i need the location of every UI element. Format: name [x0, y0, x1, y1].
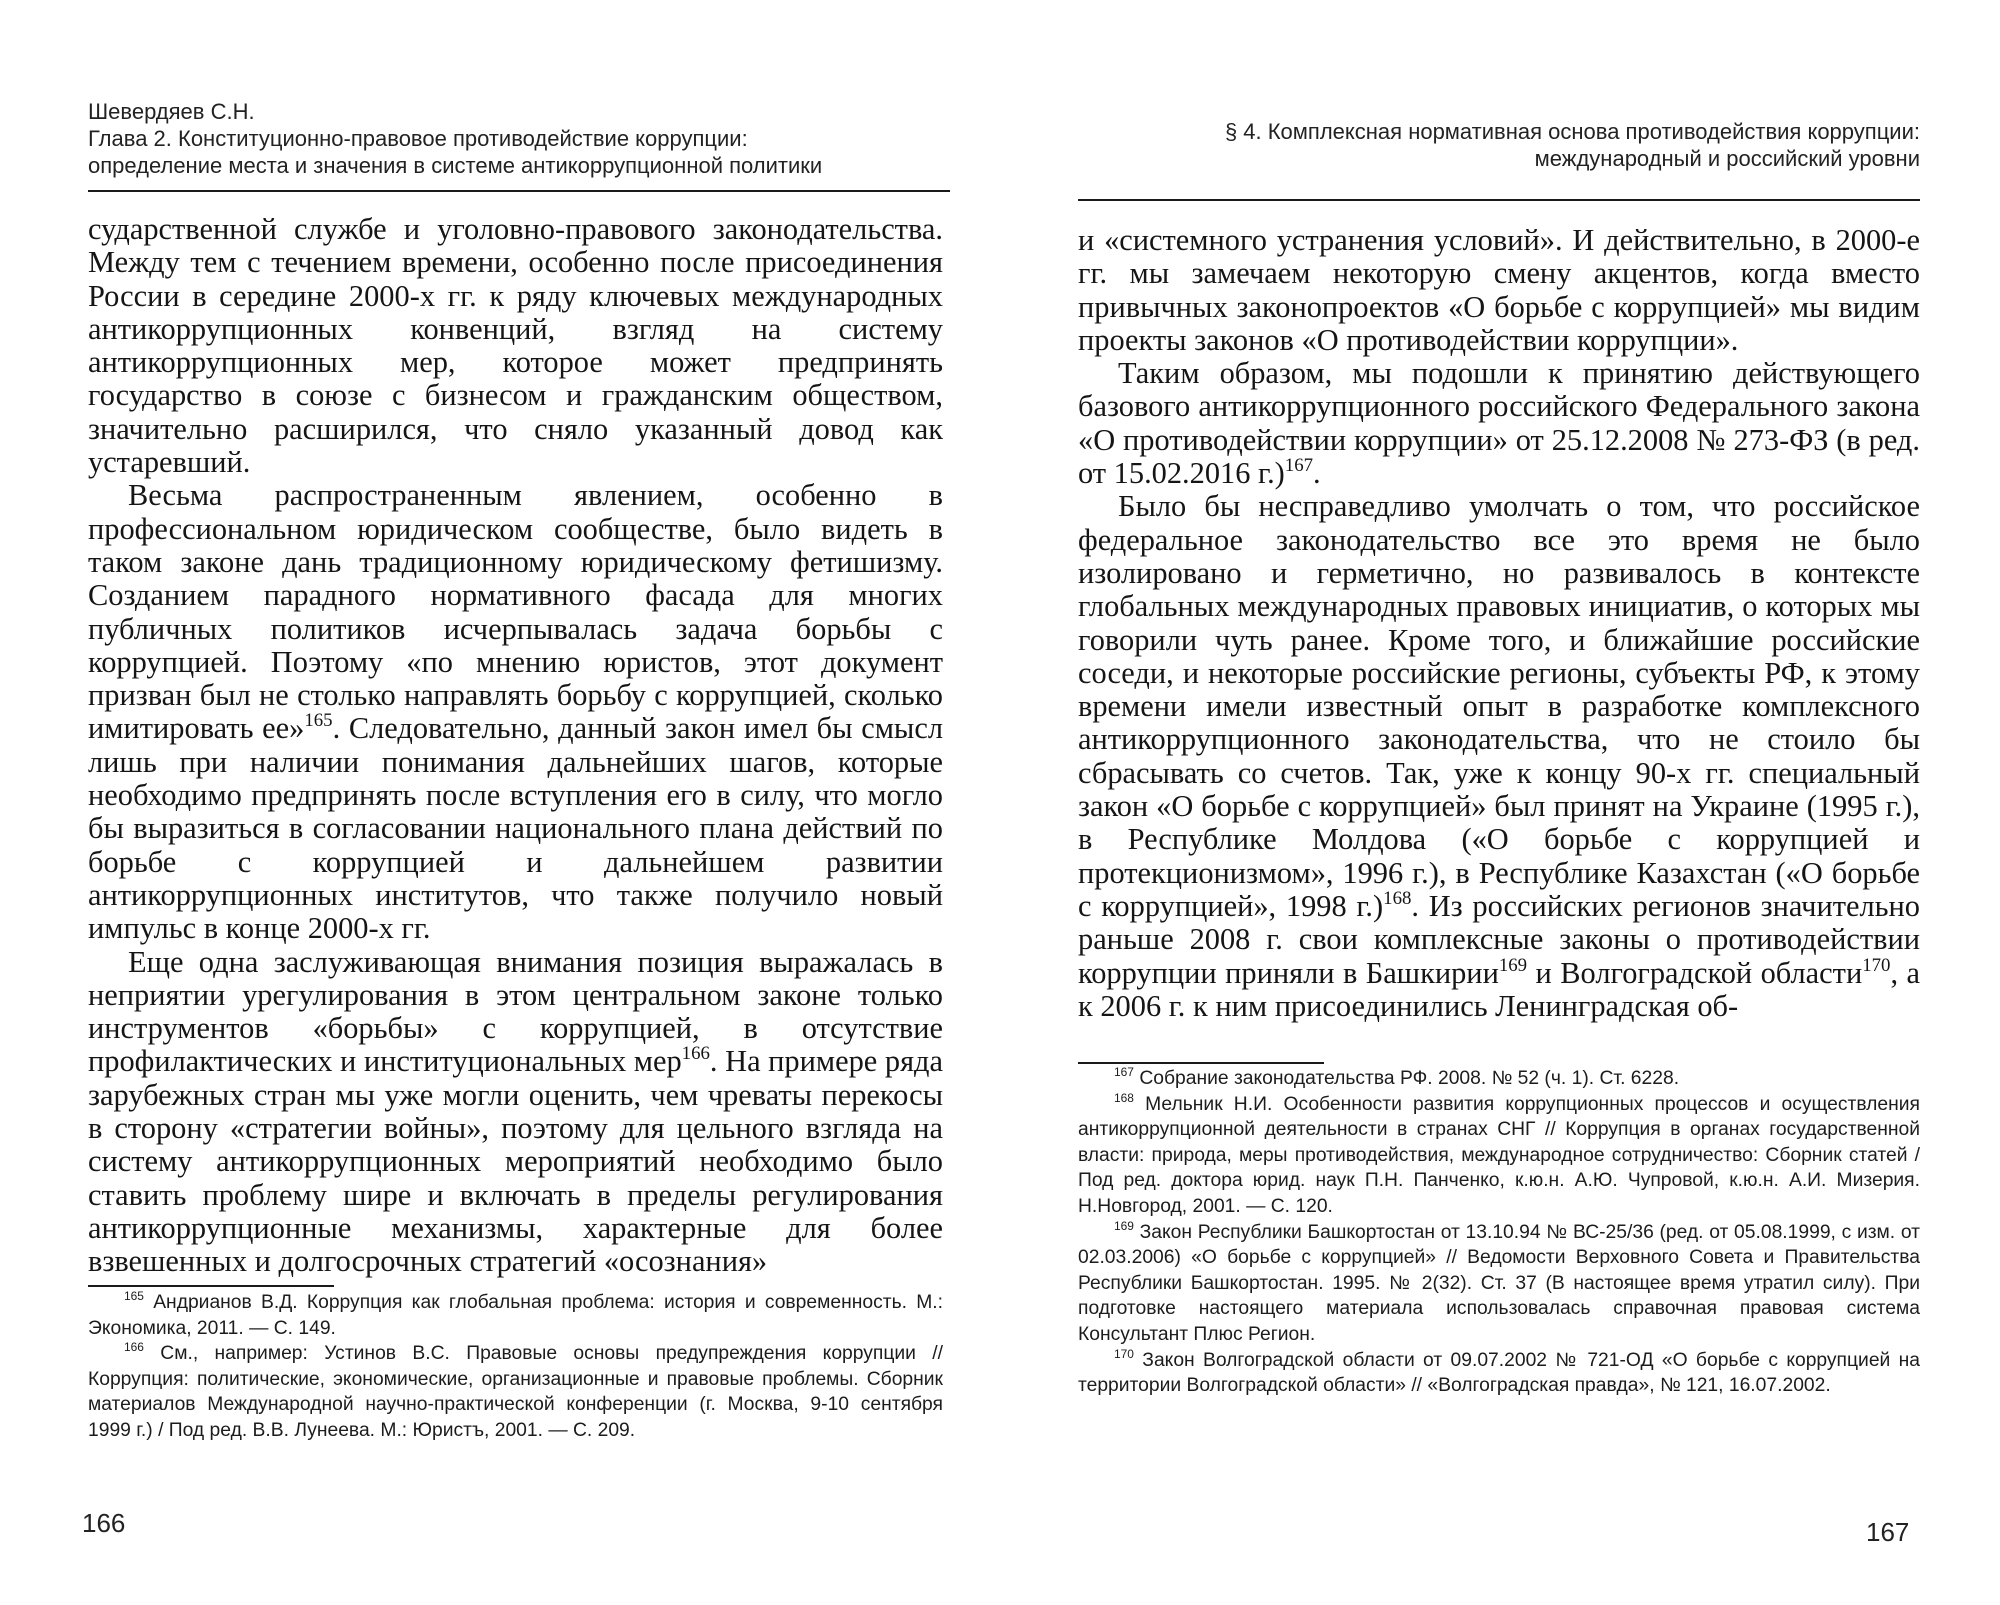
- chapter-line: Глава 2. Конституционно-правовое противодействие коррупции:: [88, 126, 748, 151]
- paragraph: Весьма распространенным явлением, особенно в профессиональном юридическом сообществе, было видеть в таком законе дань традиционному юридическому фетишизму. Созданием парадного нормативного фасада для многих публичных политиков исчерпывалась задача борьбы с коррупцией. Поэтому «по мнению юристов, этот документ призван был не столько направлять борьбу с коррупцией, сколько имитировать ее»$^{165}$. Следовательно, данный закон имел бы смысл лишь при наличии понимания дальнейших шагов, которые необходимо предпринять после вступления его в силу, что могло бы выразиться в согласовании национального плана действий по борьбе с коррупцией и дальнейшем развитии антикоррупционных институтов, что также получило новый импульс в конце 2000-х гг.: [88, 478, 943, 946]
- footnote: $^{166}$ См., например: Устинов В.С. Правовые основы предупреждения коррупции // Коррупция: политические, экономические, организационные и правовые проблемы. Сборник материалов Международной научно-практической конференции (г. Москва, 9-10 сентября 1999 г.) / Под ред. В.В. Лунеева. М.: Юристъ, 2001. — С. 209.: [88, 1340, 944, 1441]
- paragraph: Таким образом, мы подошли к принятию действующего базового антикоррупционного российского Федерального закона «О противодействии коррупции» от 25.12.2008 № 273-ФЗ (в ред. от 15.02.2016 г.)$^{167}$.: [1078, 356, 1920, 491]
- author-line: Шевердяев С.Н.: [88, 99, 255, 124]
- right-page: [1000, 0, 2000, 1605]
- body-text-right: [1078, 224, 1920, 1023]
- page-number-left: 166: [82, 1508, 126, 1538]
- footnote-ref: 167: [1284, 454, 1314, 476]
- running-head-right: [1060, 118, 1920, 172]
- footnote-ref: 166: [681, 1043, 710, 1065]
- footnote-ref: 168: [1383, 887, 1412, 909]
- footnote: $^{168}$ Мельник Н.И. Особенности развития коррупционных процессов и осуществления антикоррупционной деятельности в странах СНГ // Коррупция в органах государственной власти: природа, меры противодействия, международное сотрудничество: Сборник статей / Под ред. доктора юрид. наук П.Н. Панченко, к.ю.н. А.Ю. Чупровой, к.ю.н. А.И. Мизерия. Н.Новгород, 2001. — С. 120.: [1078, 1090, 1920, 1217]
- footnote-ref: 165: [304, 710, 333, 732]
- header-rule-right: [1078, 199, 1920, 201]
- footnote-rule-right: [1078, 1062, 1324, 1064]
- footnote-ref: 169: [1498, 954, 1528, 976]
- section-subtitle-line: международный и российский уровни: [1534, 146, 1920, 171]
- footnote-ref: 170: [1862, 954, 1891, 976]
- footnotes-left: [88, 1290, 943, 1444]
- chapter-subtitle-line: определение места и значения в системе антикоррупционной политики: [88, 153, 823, 178]
- footnote-rule-left: [88, 1285, 334, 1287]
- body-text-left: [88, 213, 943, 1279]
- footnote: $^{165}$ Андрианов В.Д. Коррупция как глобальная проблема: история и современность. М.: Экономика, 2011. — С. 149.: [88, 1289, 944, 1339]
- paragraph: Было бы несправедливо умолчать о том, что российское федеральное законодательство все это время не было изолировано и герметично, но развивалось в контексте глобальных международных правовых инициатив, о которых мы говорили чуть ранее. Кроме того, и ближайшие российские соседи, и некоторые российские регионы, субъекты РФ, к этому времени имели известный опыт в разработке комплексного антикоррупционного законодательства, что не стоило бы сбрасывать со счетов. Так, уже к концу 90-х гг. специальный закон «О борьбе с коррупцией» был принят на Украине (1995 г.), в Республике Молдова («О борьбе с коррупцией и протекционизмом», 1996 г.), в Республике Казахстан («О борьбе с коррупцией», 1998 г.)$^{168}$. Из российских регионов значительно раньше 2008 г. свои комплексные законы о противодействии коррупции приняли в Башкирии$^{169}$ и Волгоградской области$^{170}$, а к 2006 г. к ним присоединились Ленинградская об-: [1078, 489, 1921, 1023]
- footnote: $^{169}$ Закон Республики Башкортостан от 13.10.94 № ВС-25/36 (ред. от 05.08.1999, с изм. от 02.03.2006) «О борьбе с коррупцией» // Ведомости Верховного Совета и Правительства Республики Башкортостан. 1995. № 2(32). Ст. 37 (В настоящее время утратил силу). При подготовке настоящего материала использовалась справочная правовая система Консультант Плюс Регион.: [1078, 1218, 1920, 1345]
- footnotes-right: [1078, 1066, 1920, 1399]
- paragraph: и «системного устранения условий». И действительно, в 2000-е гг. мы замечаем некоторую смену акцентов, когда вместо привычных законопроектов «О борьбе с коррупцией» мы видим проекты законов «О противодействии коррупции».: [1078, 223, 1920, 357]
- running-head-left: [88, 98, 958, 179]
- header-rule-left: [88, 190, 950, 192]
- page-number-right: 167: [1866, 1517, 1910, 1547]
- footnote: $^{170}$ Закон Волгоградской области от 09.07.2002 № 721-ОД «О борьбе с коррупцией на территории Волгоградской области» // «Волгоградская правда», № 121, 16.07.2002.: [1078, 1346, 1921, 1397]
- paragraph: сударственной службе и уголовно-правового законодательства. Между тем с течением времени, особенно после присоединения России в середине 2000-х гг. к ряду ключевых международных антикоррупционных конвенций, взгляд на систему антикоррупционных мер, которое может предпринять государство в союзе с бизнесом и гражданским обществом, значительно расширился, что сняло указанный довод как устаревший.: [88, 212, 943, 480]
- footnote: $^{167}$ Собрание законодательства РФ. 2008. № 52 (ч. 1). Ст. 6228.: [1114, 1065, 1680, 1089]
- paragraph: Еще одна заслуживающая внимания позиция выражалась в неприятии урегулирования в этом центральном законе только инструментов «борьбы» с коррупцией, в отсутствие профилактических и институциональных мер$^{166}$. На примере ряда зарубежных стран мы уже могли оценить, чем чреваты перекосы в сторону «стратегии войны», поэтому для цельного взгляда на систему антикоррупционных мероприятий необходимо было ставить проблему шире и включать в пределы регулирования антикоррупционные механизмы, характерные для более взвешенных и долгосрочных стратегий «осознания»: [88, 944, 944, 1279]
- section-line: § 4. Комплексная нормативная основа противодействия коррупции:: [1224, 119, 1920, 144]
